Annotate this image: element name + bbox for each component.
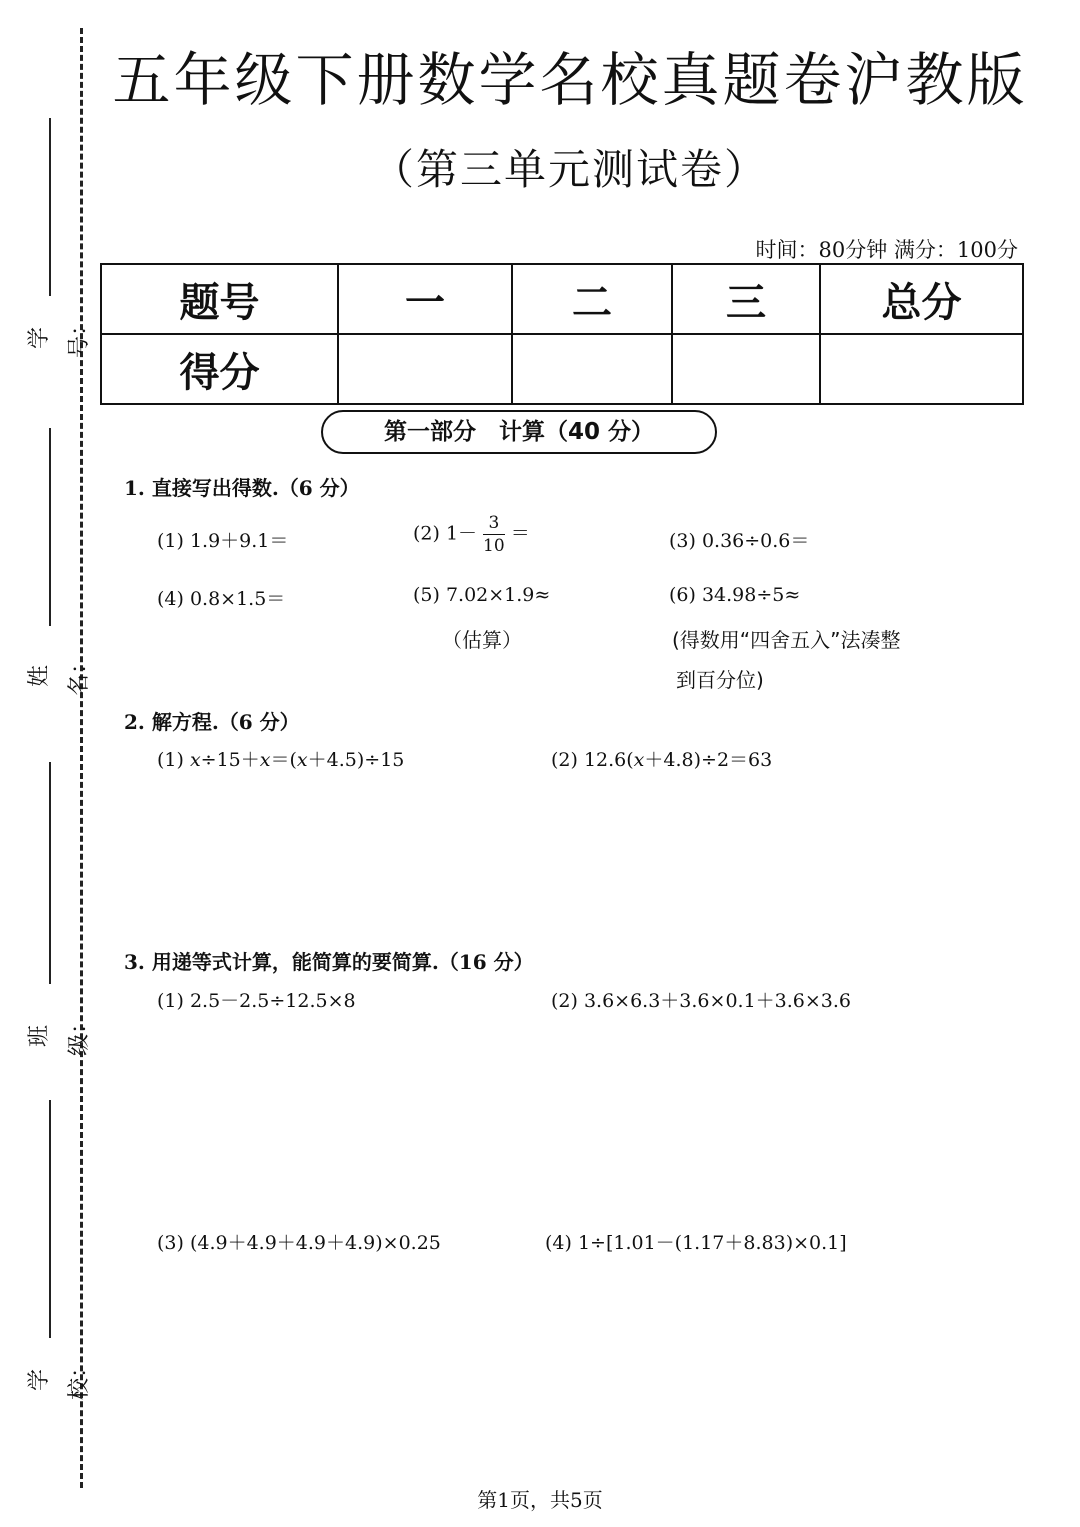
question-1-prompt: 1. 直接写出得数.（6 分） — [124, 476, 360, 500]
q1-item-1: (1) 1.9＋9.1＝ — [157, 530, 289, 552]
q1-item-2-equals: ＝ — [510, 522, 530, 545]
score-cell-3[interactable] — [672, 334, 820, 404]
q2-item-1-label: (1) — [157, 749, 190, 771]
fraction — [483, 512, 505, 557]
page-footer: 第1页，共5页 — [477, 1488, 603, 1512]
fraction-numerator: 3 — [483, 512, 505, 535]
exam-title: 五年级下册数学名校真题卷沪教版 — [112, 46, 1028, 114]
q1-item-4: (4) 0.8×1.5＝ — [157, 588, 286, 610]
section-header: 第一部分 计算（40 分） — [321, 410, 717, 454]
q1-item-5: (5) 7.02×1.9≈ — [413, 584, 551, 606]
class-line[interactable] — [49, 762, 51, 984]
q1-item-2 — [413, 512, 530, 557]
score-table-col-1: 一 — [338, 264, 512, 334]
q1-item-6: (6) 34.98÷5≈ — [669, 584, 801, 606]
score-table-col-3: 三 — [672, 264, 820, 334]
q3-item-1: (1) 2.5－2.5÷12.5×8 — [157, 990, 356, 1012]
student-id-label: 学号： — [27, 313, 92, 358]
q2-item-1-part: ＋4.5)÷15 — [307, 749, 405, 771]
score-table-col-2: 二 — [512, 264, 672, 334]
exam-meta: 时间：80分钟 满分：100分 — [755, 238, 1018, 262]
variable-x: x — [296, 749, 308, 771]
q1-item-5-note: （估算） — [442, 628, 522, 652]
name-line[interactable] — [49, 428, 51, 626]
q1-item-3: (3) 0.36÷0.6＝ — [669, 530, 810, 552]
q3-item-2: (2) 3.6×6.3＋3.6×0.1＋3.6×3.6 — [551, 990, 852, 1012]
binding-dashed-line — [80, 28, 83, 1488]
score-cell-1[interactable] — [338, 334, 512, 404]
q2-item-1-part: ＝( — [270, 749, 297, 771]
name-label: 姓名： — [27, 651, 92, 696]
q2-item-1 — [157, 745, 404, 772]
class-label: 班级： — [27, 1011, 92, 1056]
variable-x: x — [259, 749, 271, 771]
q1-item-6-note-line2: 到百分位) — [676, 668, 764, 692]
q1-item-2-label: (2) 1－ — [413, 522, 478, 545]
q3-item-4: (4) 1÷[1.01－(1.17＋8.83)×0.1] — [545, 1232, 847, 1254]
q2-item-1-part: ÷15＋ — [200, 749, 260, 771]
score-table-row-label: 得分 — [101, 334, 338, 404]
score-cell-total[interactable] — [820, 334, 1023, 404]
question-2-prompt: 2. 解方程.（6 分） — [124, 710, 300, 734]
exam-subtitle: （第三单元测试卷） — [371, 145, 768, 194]
q3-item-3: (3) (4.9＋4.9＋4.9＋4.9)×0.25 — [157, 1232, 441, 1254]
variable-x: x — [189, 749, 201, 771]
score-table — [100, 263, 1024, 405]
q2-item-2-part: ＋4.8)÷2＝63 — [644, 749, 773, 771]
q2-item-2-label: (2) 12.6( — [551, 749, 634, 771]
variable-x: x — [633, 749, 645, 771]
student-id-line[interactable] — [49, 118, 51, 296]
q1-item-6-note-line1: (得数用“四舍五入”法凑整 — [672, 628, 901, 652]
score-table-col-total: 总分 — [820, 264, 1023, 334]
question-3-prompt: 3. 用递等式计算，能简算的要简算.（16 分） — [124, 950, 534, 974]
score-table-header-row — [101, 264, 1023, 334]
score-table-score-row — [101, 334, 1023, 404]
fraction-denominator: 10 — [483, 536, 505, 556]
q2-item-2 — [551, 745, 772, 772]
school-label: 学校： — [27, 1355, 92, 1400]
school-line[interactable] — [49, 1100, 51, 1338]
score-table-header-label: 题号 — [101, 264, 338, 334]
score-cell-2[interactable] — [512, 334, 672, 404]
